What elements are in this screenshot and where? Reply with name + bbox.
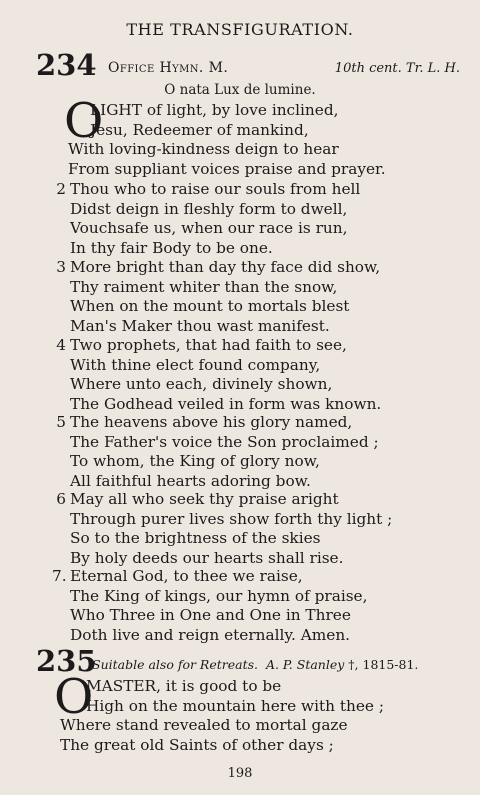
verse-line: By holy deeds our hearts shall rise. [70, 548, 344, 567]
verse-line: Two prophets, that had faith to see, [70, 336, 347, 354]
verse-line: Who Three in One and One in Three [70, 606, 351, 625]
verse-5 [56, 413, 480, 491]
verse-line: The great old Saints of other days ; [60, 735, 334, 754]
verse-line: The heavens above his glory named, [70, 413, 353, 431]
verse-line: Thy raiment whiter than the snow, [70, 277, 338, 296]
verse-3 [56, 258, 480, 336]
verse-line: MASTER, it is good to be [86, 677, 282, 695]
verse-line: Jesu, Redeemer of mankind, [90, 120, 309, 139]
verse-number: 5 [56, 413, 66, 431]
verse-line: All faithful hearts adoring bow. [70, 471, 311, 490]
verse-line: Where stand revealed to mortal gaze [60, 716, 348, 735]
verse-number: 7. [52, 567, 67, 585]
verse-number: 4 [56, 336, 66, 354]
verse-line: More bright than day thy face did show, [70, 258, 381, 276]
verse-line: High on the mountain here with thee ; [86, 696, 384, 715]
verse-line: Didst deign in fleshly form to dwell, [70, 199, 348, 218]
verse-line: Where unto each, divinely shown, [70, 375, 333, 394]
hymn-source: 10th cent. Tr. L. H. [334, 61, 460, 76]
verse-number: 6 [56, 490, 66, 508]
hymn-235-header [36, 642, 460, 676]
verse-line: May all who seek thy praise aright [70, 490, 339, 508]
verse-line: LIGHT of light, by love inclined, [90, 101, 339, 119]
hymn-author: A. P. Stanley [265, 657, 345, 672]
latin-incipit: O nata Lux de lumine. [164, 82, 316, 98]
verse-line: Thou who to raise our souls from hell [70, 180, 361, 198]
drop-cap: O [64, 93, 104, 149]
verse-line: Man's Maker thou wast manifest. [70, 316, 330, 335]
verse-line: With thine elect found company, [70, 355, 321, 374]
running-head: THE TRANSFIGURATION. [126, 20, 354, 39]
hymn-note: Suitable also for Retreats. [92, 657, 258, 672]
verse-line: With loving-kindness deign to hear [68, 140, 339, 159]
verse-line: To whom, the King of glory now, [70, 452, 320, 471]
hymn-title: Office Hymn. M. [108, 60, 229, 76]
hymn-234-header [36, 46, 460, 80]
verse-line: Doth live and reign eternally. Amen. [70, 625, 351, 644]
drop-cap: O [54, 669, 94, 725]
verse-line: So to the brightness of the skies [70, 529, 321, 548]
verse-4 [56, 336, 480, 414]
verse-1 [54, 669, 470, 755]
hymn-dates: , 1815-81. [354, 657, 419, 672]
verse-line: The Godhead veiled in form was known. [70, 394, 382, 413]
verse-line: The King of kings, our hymn of praise, [70, 586, 368, 605]
hymn-number: 234 [36, 48, 97, 82]
verse-line: In thy fair Body to be one. [70, 238, 273, 257]
verse-line: When on the mount to mortals blest [70, 297, 350, 316]
verse-line: Eternal God, to thee we raise, [70, 567, 303, 585]
hymn-number: 235 [36, 644, 97, 678]
verse-7 [52, 567, 480, 645]
verse-line: Through purer lives show forth thy light ; [70, 509, 393, 528]
dagger-mark: † [348, 657, 355, 672]
verse-line: From suppliant voices praise and prayer. [68, 159, 386, 178]
verse-6 [56, 490, 480, 568]
verse-line: Vouchsafe us, when our race is run, [70, 219, 348, 238]
hymn-attribution [92, 657, 460, 672]
page-number: 198 [227, 766, 253, 781]
verse-2 [56, 180, 480, 258]
verse-number: 2 [56, 180, 66, 198]
verse-number: 3 [56, 258, 66, 276]
verse-line: The Father's voice the Son proclaimed ; [70, 432, 379, 451]
verse-1 [64, 93, 480, 179]
